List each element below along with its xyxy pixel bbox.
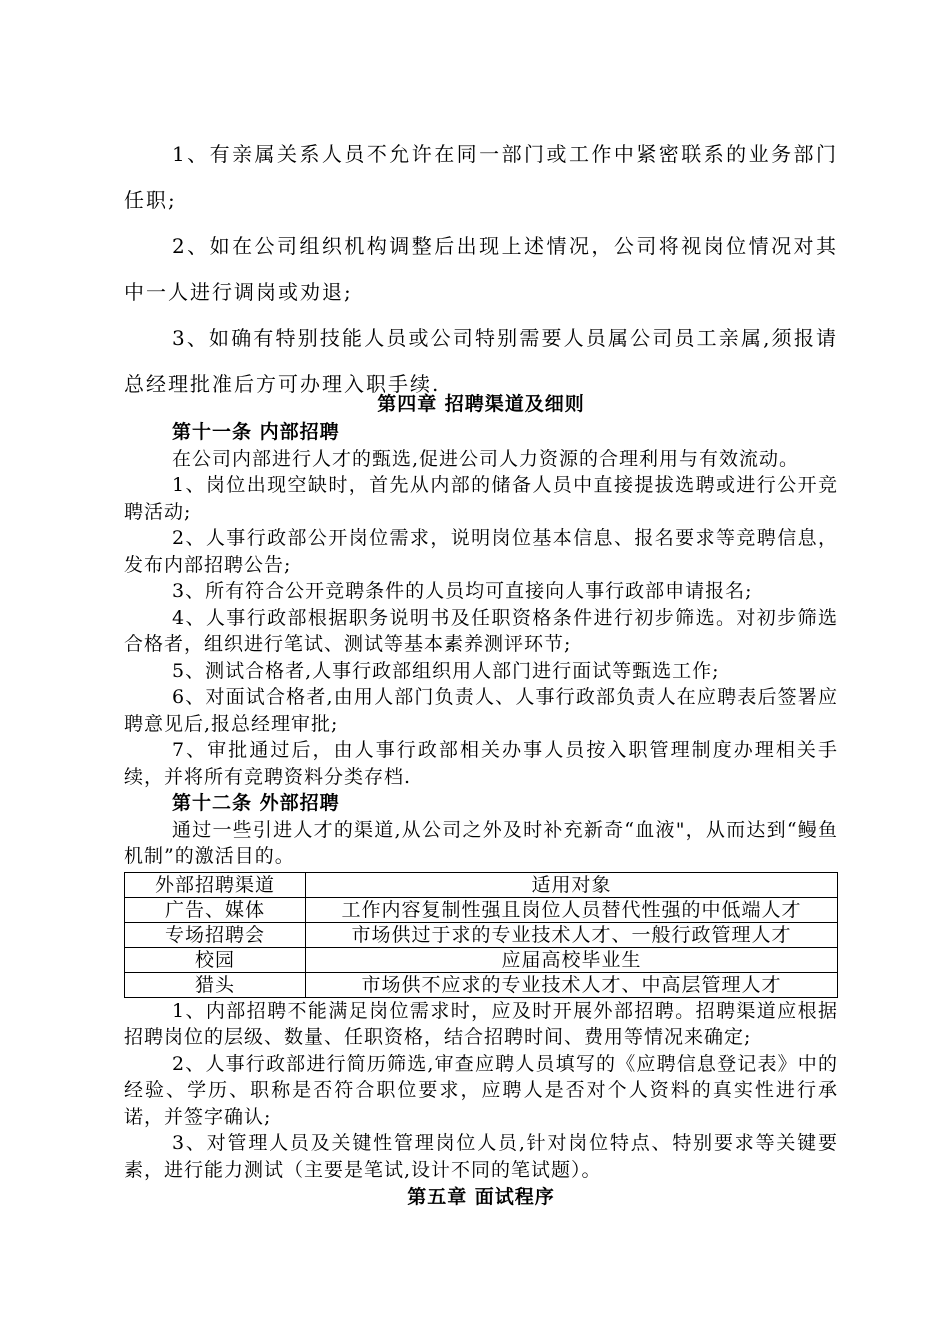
relatives-rule-2: 2、如在公司组织机构调整后出现上述情况，公司将视岗位情况对其中一人进行调岗或劝退; (124, 234, 838, 304)
table-cell: 猎头 (125, 972, 306, 997)
article-12-item-1: 1、内部招聘不能满足岗位需求时，应及时开展外部招聘。招聘渠道应根据招聘岗位的层级、数量、任职资格，结合招聘时间、费用等情况来确定; (124, 999, 838, 1048)
article-11-item-4: 4、人事行政部根据职务说明书及任职资格条件进行初步筛选。对初步筛选合格者，组织进行笔试、测试等基本素养测评环节; (124, 606, 838, 655)
article-11-item-3: 3、所有符合公开竞聘条件的人员均可直接向人事行政部申请报名; (172, 580, 753, 602)
article-11-item-6: 6、对面试合格者,由用人部门负责人、人事行政部负责人在应聘表后签署应聘意见后,报总经理审批; (124, 686, 838, 735)
relatives-rule-3: 3、如确有特别技能人员或公司特别需要人员属公司员工亲属,须报请总经理批准后方可办理入职手续. (124, 326, 838, 396)
table-cell: 校园 (125, 947, 306, 972)
article-11-item-2: 2、人事行政部公开岗位需求，说明岗位基本信息、报名要求等竞聘信息，发布内部招聘公告; (124, 527, 838, 576)
article-11-item-7: 7、审批通过后，由人事行政部相关办事人员按入职管理制度办理相关手续，并将所有竞聘资料分类存档. (124, 739, 838, 788)
table-cell: 工作内容复制性强且岗位人员替代性强的中低端人才 (306, 897, 838, 922)
table-cell: 广告、媒体 (125, 897, 306, 922)
article-11-intro: 在公司内部进行人才的甄选,促进公司人力资源的合理利用与有效流动。 (172, 447, 800, 470)
article-11-item-5: 5、测试合格者,人事行政部组织用人部门进行面试等甄选工作; (172, 659, 720, 682)
chapter-4-title: 第四章 招聘渠道及细则 (377, 393, 585, 415)
table-cell: 应届高校毕业生 (306, 947, 838, 972)
table-row (125, 947, 838, 972)
article-12-item-2: 2、人事行政部进行简历筛选,审查应聘人员填写的《应聘信息登记表》中的经验、学历、职称是否符合职位要求，应聘人是否对个人资料的真实性进行承诺，并签字确认; (124, 1052, 838, 1128)
table-header-cell: 适用对象 (306, 872, 838, 897)
relatives-rules (124, 131, 838, 407)
article-12-title: 第十二条 外部招聘 (172, 792, 340, 814)
table-row (125, 922, 838, 947)
chapter-5-title: 第五章 面试程序 (407, 1186, 555, 1208)
table-header-row (125, 872, 838, 897)
relatives-rule-1: 1、有亲属关系人员不允许在同一部门或工作中紧密联系的业务部门任职; (124, 142, 838, 212)
table-cell: 市场供不应求的专业技术人才、中高层管理人才 (306, 972, 838, 997)
table-cell: 专场招聘会 (125, 922, 306, 947)
chapter-4-section (124, 390, 838, 1212)
table-row (125, 897, 838, 922)
table-cell: 市场供过于求的专业技术人才、一般行政管理人才 (306, 922, 838, 947)
article-11-item-1: 1、岗位出现空缺时，首先从内部的储备人员中直接提拔选聘或进行公开竞聘活动; (124, 474, 838, 523)
recruitment-channels-table (124, 872, 838, 998)
article-12-intro: 通过一些引进人才的渠道,从公司之外及时补充新奇“血液"，从而达到“鳗鱼机制”的激活目的。 (124, 818, 838, 867)
article-12-item-3: 3、对管理人员及关键性管理岗位人员,针对岗位特点、特别要求等关键要素，进行能力测试（主要是笔试,设计不同的笔试题）。 (124, 1132, 838, 1181)
article-11-title: 第十一条 内部招聘 (172, 421, 340, 443)
table-header-cell: 外部招聘渠道 (125, 872, 306, 897)
table-row (125, 972, 838, 997)
